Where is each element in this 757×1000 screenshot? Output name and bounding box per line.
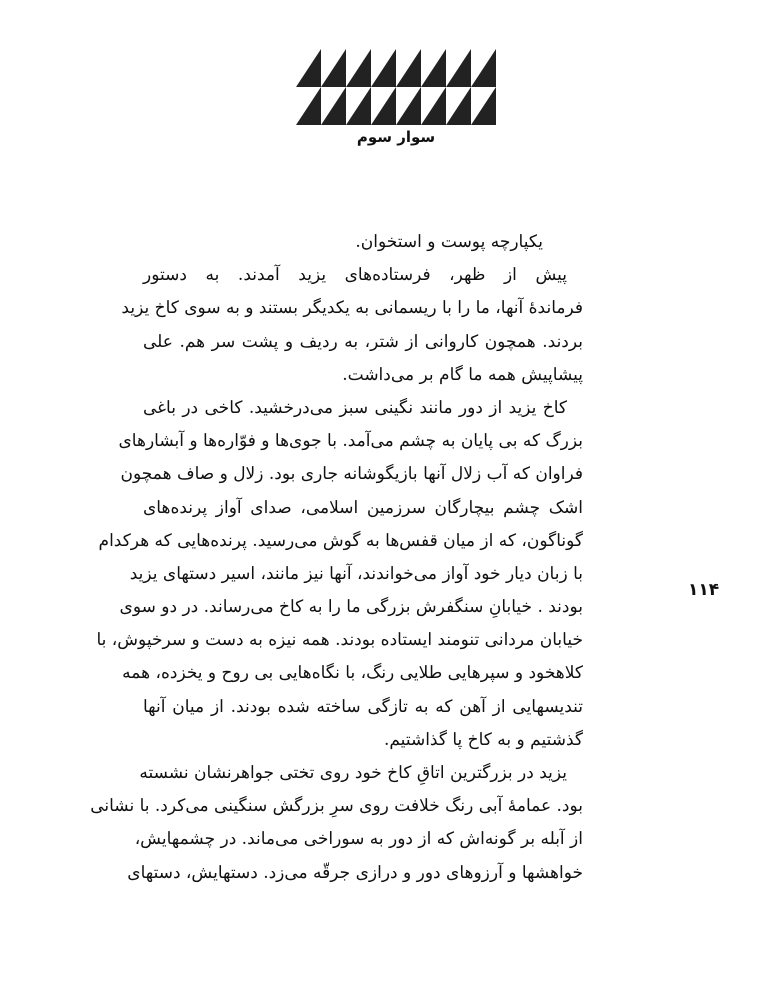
ornament-triangle (396, 49, 421, 87)
text-line: پیش از ظهر، فرستاده‌های یزید آمدند. به دستور (143, 265, 567, 286)
ornament-triangle (296, 87, 321, 125)
ornament-triangle (446, 87, 471, 125)
text-line: پیشاپیش همه ما گام بر می‌داشت. (342, 364, 583, 385)
text-line: کاخ یزید از دور مانند نگینی سبز می‌درخشید. کاخی در باغی (143, 397, 567, 418)
ornament-triangle (421, 49, 446, 87)
text-line: از آبله بر گونه‌اش که از دور به سوراخی می‌ماند. در چشمهایش، (134, 829, 583, 850)
text-line: یزید در بزرگترین اتاقِ کاخ خود روی تختی جواهرنشان نشسته (139, 763, 567, 783)
ornament-triangle (321, 87, 346, 125)
ornament-triangle (396, 87, 421, 125)
ornament-triangle (471, 49, 496, 87)
ornament-triangle (346, 87, 371, 125)
ornament-triangle (371, 87, 396, 125)
ornament-triangle (471, 87, 496, 125)
text-line: فرماندهٔ آنها، ما را با ریسمانی به یکدیگر بستند و به سوی کاخ یزید (121, 298, 583, 319)
chapter-title: سوار سوم (356, 128, 436, 146)
text-line: کلاهخود و سپرهایی طلایی رنگ، با نگاه‌هایی بی روح و یخزده، همه (122, 663, 583, 684)
ornament-triangle (346, 49, 371, 87)
ornament-triangle (371, 49, 396, 87)
text-line: با زبان دیار خود آواز می‌خواندند، آنها نیز مانند، اسیر دستهای یزید (129, 563, 583, 584)
body-text (90, 226, 583, 890)
text-line: تندیسهایی از آهن که به تازگی ساخته شده بودند. از میان آنها (143, 696, 583, 717)
text-line: خواهشها و آرزوهای دور و درازی جرقّه می‌زد. دستهایش، دستهای (127, 862, 583, 883)
text-line: بردند. همچون کاروانی از شتر، به ردیف و پشت سر هم. علی (143, 331, 583, 352)
text-line: بودند . خیابانِ سنگفرش بزرگی ما را به کاخ می‌رساند. در دو سوی (119, 597, 583, 618)
text-line: گوناگون، که از میان قفس‌ها به گوش می‌رسید. پرنده‌هایی که هرکدام (98, 530, 583, 551)
ornament-triangle (321, 49, 346, 87)
text-line: اشک چشم بیچارگان سرزمین اسلامی، صدای آواز پرنده‌های (143, 497, 583, 518)
text-line: بود. عمامهٔ آبی رنگ خلافت روی سرِ بزرگش سنگینی می‌کرد. با نشانی (90, 796, 583, 817)
ornament-triangle (296, 49, 321, 87)
text-line: گذشتیم و به کاخ پا گذاشتیم. (383, 729, 583, 750)
text-line: یکپارچه پوست و استخوان. (355, 232, 543, 252)
ornament-triangle (446, 49, 471, 87)
text-line: خیابان مردانی تنومند ایستاده بودند. همه نیزه به دست و سرخپوش، با (96, 630, 583, 651)
ornament-triangle (421, 87, 446, 125)
page-number: ۱۱۴ (688, 580, 720, 600)
text-line: فراوان که آب زلال آنها بازیگوشانه جاری بود. زلال و صاف همچون (120, 464, 583, 485)
triangle-pattern-ornament-icon (296, 49, 496, 125)
text-line: بزرگ که بی پایان به چشم می‌آمد. با جوی‌ها و فوّاره‌ها و آبشارهای (118, 431, 583, 452)
